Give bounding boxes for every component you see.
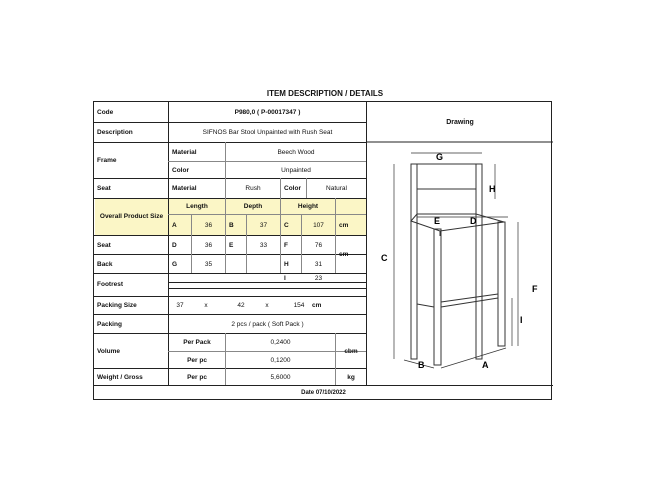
length-header: Length <box>169 199 225 214</box>
drawing-letter-c: C <box>381 253 388 263</box>
seat-label: Seat <box>97 185 111 192</box>
volume-per-pc-label: Per pc <box>187 356 207 364</box>
seat-height: 76 <box>314 241 323 249</box>
volume-per-pack: 0,2400 <box>270 339 291 346</box>
overall-unit: cm <box>336 215 366 235</box>
code-label: Code <box>97 108 114 116</box>
seat-depth: 33 <box>259 241 268 249</box>
drawing-letter-g: G <box>436 152 444 162</box>
seat-length-letter: D <box>172 241 177 249</box>
packing-x1: x <box>204 302 208 309</box>
seat-length: 36 <box>204 241 213 249</box>
drawing-label: Drawing <box>446 118 474 126</box>
drawing-letter-a: A <box>482 360 489 370</box>
packing-b: 42 <box>237 302 245 309</box>
overall-depth: 37 <box>247 215 280 235</box>
drawing-letter-e: E <box>434 216 441 226</box>
back-length: 35 <box>204 260 213 268</box>
weight-label: Weight / Gross <box>97 373 143 381</box>
footrest-height: 23 <box>314 274 323 282</box>
drawing-letter-b: B <box>418 360 425 370</box>
back-label: Back <box>97 260 113 268</box>
back-length-letter: G <box>172 260 178 268</box>
overall-height: 107 <box>302 215 335 235</box>
back-unit: cm <box>339 250 349 258</box>
back-height-letter: H <box>284 260 289 268</box>
packing-c: 154 <box>293 302 305 309</box>
footrest-height-letter: I <box>284 274 286 282</box>
packing-unit: cm <box>312 302 322 309</box>
seat-material-label: Material <box>172 185 197 192</box>
overall-length-letter: A <box>169 215 191 235</box>
weight-value: 5,6000 <box>270 373 291 381</box>
seat-color-label: Color <box>284 185 301 192</box>
frame-color-label: Color <box>172 166 189 174</box>
frame-material-label: Material <box>172 148 197 156</box>
weight-per-pc-label: Per pc <box>187 373 207 381</box>
frame-material: Beech Wood <box>277 148 315 156</box>
overall-size-label: Overall Product Size <box>95 199 168 235</box>
stool-drawing <box>94 102 553 385</box>
overall-length: 36 <box>192 215 225 235</box>
drawing-letter-f: F <box>532 284 538 294</box>
footrest-label: Footrest <box>97 280 123 288</box>
spec-sheet <box>93 101 552 400</box>
height-header: Height <box>281 199 335 214</box>
overall-height-letter: C <box>281 215 301 235</box>
seat-depth-letter: E <box>229 241 234 249</box>
volume-unit: cbm <box>344 347 358 355</box>
volume-per-pack-label: Per Pack <box>183 339 211 346</box>
code-value: P980,0 ( P-00017347 ) <box>234 108 301 116</box>
drawing-letter-h: H <box>489 184 496 194</box>
seat-dims-label: Seat <box>97 241 111 249</box>
document-title: ITEM DESCRIPTION / DETAILS <box>266 89 384 98</box>
drawing-letter-i: I <box>520 315 523 325</box>
packing-value: 2 pcs / pack ( Soft Pack ) <box>231 320 304 328</box>
packing-size-label: Packing Size <box>97 302 137 309</box>
depth-header: Depth <box>226 199 280 214</box>
date-label: Date 07/10/2022 <box>301 390 346 396</box>
back-height: 31 <box>314 260 323 268</box>
seat-height-letter: F <box>284 241 288 249</box>
drawing-letter-d: D <box>470 216 477 226</box>
description-value: SIFNOS Bar Stool Unpainted with Rush Seat <box>202 129 333 136</box>
frame-color: Unpainted <box>281 166 311 174</box>
seat-material: Rush <box>245 185 261 192</box>
packing-a: 37 <box>176 302 184 309</box>
volume-per-pc: 0,1200 <box>270 356 291 364</box>
frame-label: Frame <box>97 157 117 164</box>
weight-unit: kg <box>347 373 355 381</box>
description-label: Description <box>97 129 133 136</box>
packing-x2: x <box>265 302 269 309</box>
packing-label: Packing <box>97 320 122 328</box>
volume-label: Volume <box>97 347 120 355</box>
seat-color: Natural <box>326 185 347 192</box>
overall-depth-letter: B <box>226 215 246 235</box>
